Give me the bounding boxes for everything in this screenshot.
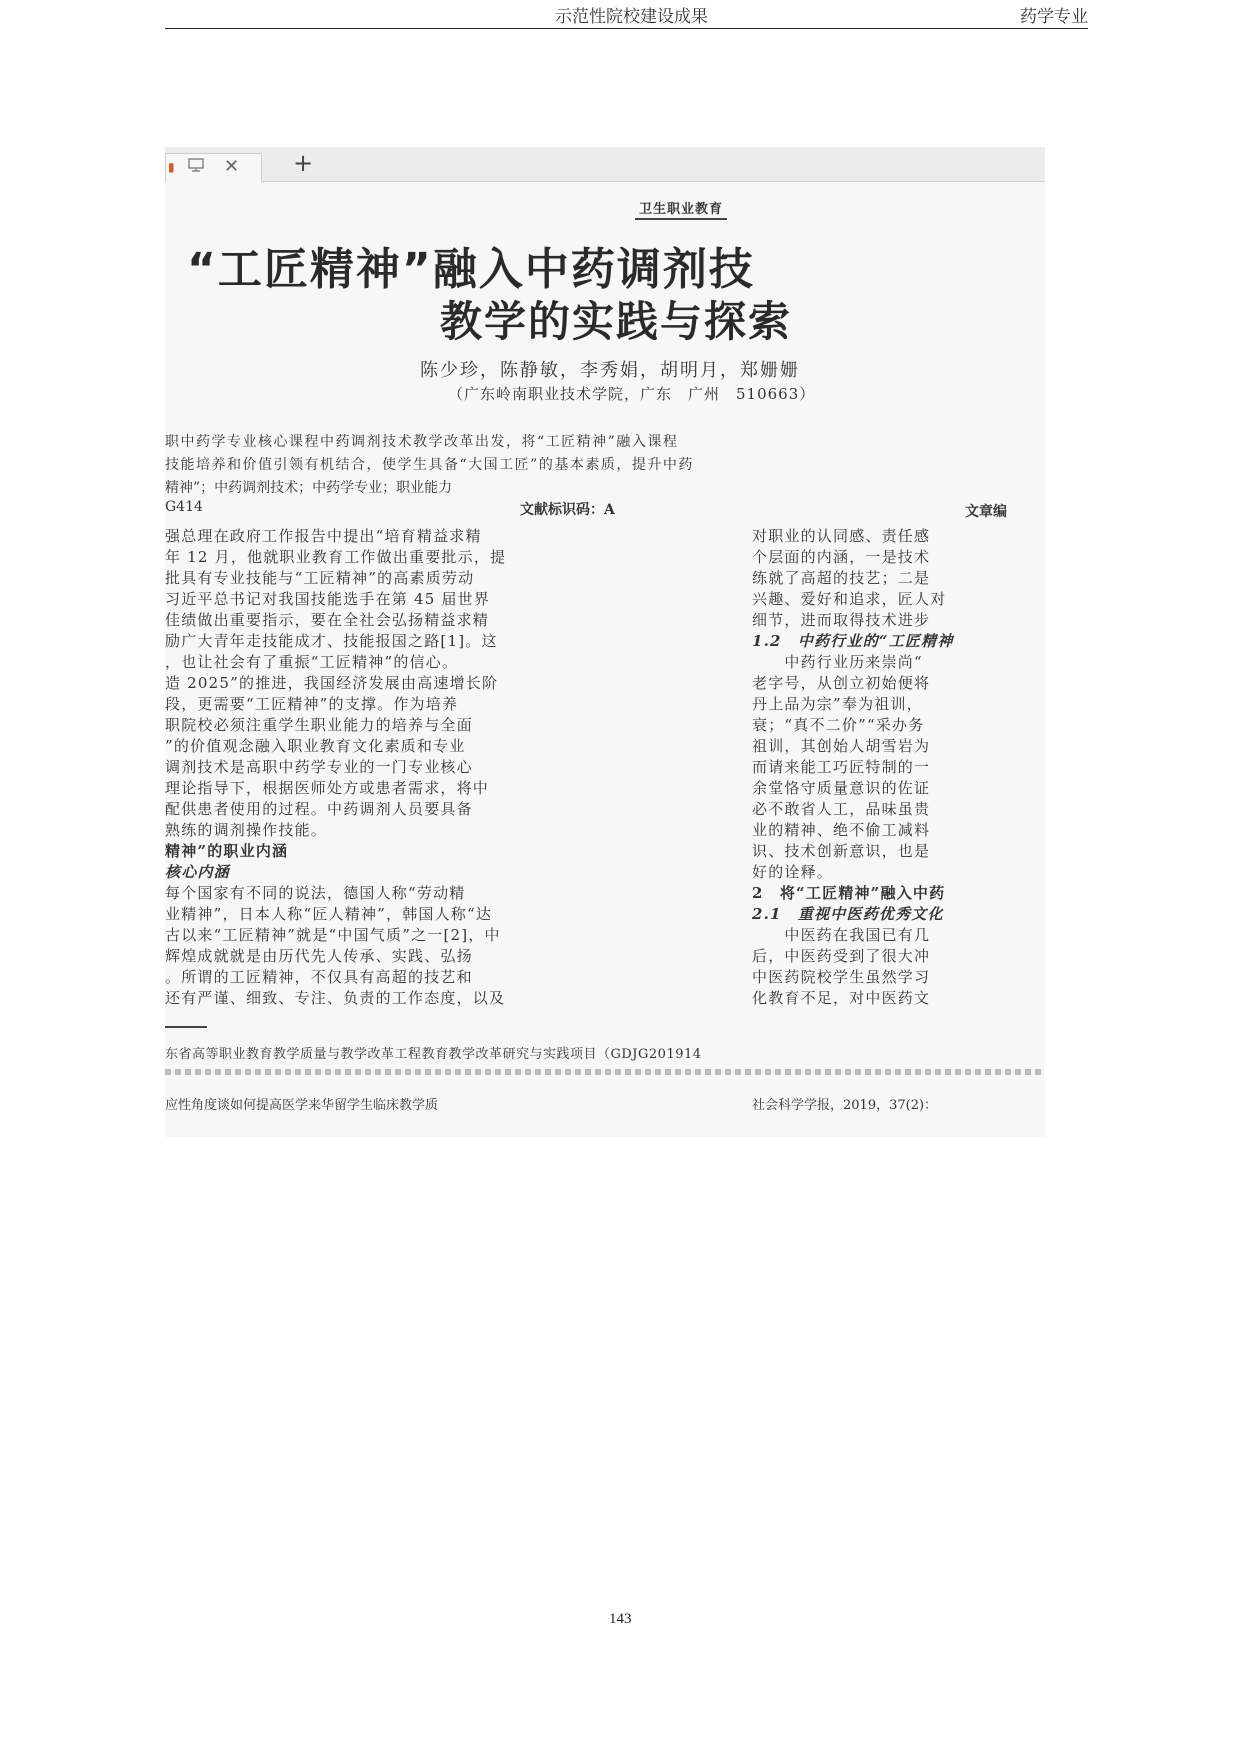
right-column bbox=[752, 526, 1045, 1009]
body-text-line: 每个国家有不同的说法，德国人称“劳动精 bbox=[165, 884, 466, 902]
article-page bbox=[165, 181, 1045, 1137]
body-text-line: 个层面的内涵，一是技术 bbox=[752, 548, 931, 566]
new-tab-icon[interactable]: + bbox=[293, 149, 314, 177]
pdf-icon: ▮ bbox=[168, 160, 175, 174]
page-number: 143 bbox=[609, 1611, 632, 1627]
browser-tab-bar bbox=[165, 147, 1045, 182]
body-text-line: 造 2025”的推进，我国经济发展由高速增长阶 bbox=[165, 674, 499, 692]
body-text-line: 好的诠释。 bbox=[752, 863, 834, 881]
body-text-line: 中医药院校学生虽然学习 bbox=[752, 968, 931, 986]
body-text-line: 老字号，从创立初始便将 bbox=[752, 674, 931, 692]
body-text-line: 精神”的职业内涵 bbox=[165, 842, 289, 860]
header-department: 药学专业 bbox=[1020, 7, 1088, 27]
body-text-line: 佳绩做出重要指示，要在全社会弘扬精益求精 bbox=[165, 611, 490, 629]
article-authors: 陈少珍，陈静敏，李秀娟，胡明月，郑姗姗 bbox=[420, 360, 800, 381]
header-title: 示范性院校建设成果 bbox=[555, 7, 708, 27]
body-text-line: 衰；“真不二价”“采办务 bbox=[752, 716, 925, 734]
body-text-line: 理论指导下，根据医师处方或患者需求，将中 bbox=[165, 779, 490, 797]
body-text-line: 2.1 重视中医药优秀文化 bbox=[752, 905, 944, 923]
body-text-line: 批具有专业技能与“工匠精神”的高素质劳动 bbox=[165, 569, 475, 587]
keywords-line-text: 精神”；中药调剂技术；中药学专业；职业能力 bbox=[165, 480, 453, 496]
body-text-line: 核心内涵 bbox=[165, 863, 230, 881]
body-text-line: 强总理在政府工作报告中提出“培育精益求精 bbox=[165, 527, 482, 545]
article-affiliation: （广东岭南职业技术学院，广东 广州 510663） bbox=[448, 385, 816, 403]
body-text-line: 细节，进而取得技术进步 bbox=[752, 611, 931, 629]
scanned-article-photo bbox=[165, 147, 1045, 1137]
body-text-line: 中医药在我国已有几 bbox=[752, 926, 931, 944]
body-text-line: 识、技术创新意识，也是 bbox=[752, 842, 931, 860]
body-text-line: 业的精神、绝不偷工减料 bbox=[752, 821, 931, 839]
body-text-line: 。所谓的工匠精神，不仅具有高超的技艺和 bbox=[165, 968, 473, 986]
body-text-line: 练就了高超的技艺；二是 bbox=[752, 569, 931, 587]
article-title-line1: “工匠精神”融入中药调剂技 bbox=[187, 244, 755, 295]
body-text-line: 习近平总书记对我国技能选手在第 45 届世界 bbox=[165, 590, 491, 608]
body-text-line: 2 将“工匠精神”融入中药 bbox=[752, 884, 946, 902]
reference-right: 社会科学学报，2019，37(2)： bbox=[752, 1098, 938, 1113]
body-text-line: 职院校必须注重学生职业能力的培养与全面 bbox=[165, 716, 473, 734]
body-text-line: 而请来能工巧匠特制的一 bbox=[752, 758, 931, 776]
body-text-line: 化教育不足，对中医药文 bbox=[752, 989, 931, 1007]
article-title-line2: 教学的实践与探索 bbox=[440, 297, 793, 346]
monitor-icon bbox=[188, 158, 204, 176]
body-text-line: 调剂技术是高职中药学专业的一门专业核心 bbox=[165, 758, 473, 776]
body-text-line: 必不敢省人工，品味虽贵 bbox=[752, 800, 931, 818]
body-text-line: 余堂恪守质量意识的佐证 bbox=[752, 779, 931, 797]
body-text-line: 兴趣、爱好和追求，匠人对 bbox=[752, 590, 947, 608]
abstract-line: 技能培养和价值引领有机结合，使学生具备“大国工匠”的基本素质，提升中药 bbox=[165, 457, 694, 473]
funding-footnote: 东省高等职业教育教学质量与教学改革工程教育教学改革研究与实践项目（GDJG201914 bbox=[165, 1047, 702, 1062]
body-text-line: 段，更需要“工匠精神”的支撑。作为培养 bbox=[165, 695, 459, 713]
body-text-line: 熟练的调剂操作技能。 bbox=[165, 821, 328, 839]
body-text-line: 古以来“工匠精神”就是“中国气质”之一[2]，中 bbox=[165, 926, 501, 944]
body-text-line: 中药行业历来崇尚“ bbox=[752, 653, 923, 671]
reference-left: 应性角度谈如何提高医学来华留学生临床教学质 bbox=[165, 1098, 439, 1113]
body-text-line: 还有严谨、细致、专注、负责的工作态度，以及 bbox=[165, 989, 506, 1007]
abstract-line: 职中药学专业核心课程中药调剂技术教学改革出发，将“工匠精神”融入课程 bbox=[165, 434, 679, 450]
body-text-line: 后，中医药受到了很大冲 bbox=[752, 947, 931, 965]
browser-tab[interactable] bbox=[165, 153, 262, 182]
body-text-line: 祖训，其创始人胡雪岩为 bbox=[752, 737, 931, 755]
body-text-line: 年 12 月，他就职业教育工作做出重要批示，提 bbox=[165, 548, 507, 566]
journal-section: 卫生职业教育 bbox=[635, 198, 727, 220]
clc-number: G414 bbox=[165, 499, 203, 515]
left-column bbox=[165, 526, 685, 1009]
body-text-line: 配供患者使用的过程。中药调剂人员要具备 bbox=[165, 800, 473, 818]
body-text-line: ”的价值观念融入职业教育文化素质和专业 bbox=[165, 737, 466, 755]
body-text-line: 1.2 中药行业的“工匠精神 bbox=[752, 632, 954, 650]
body-text-line: 丹上品为宗”奉为祖训， bbox=[752, 695, 923, 713]
body-text-line: 业精神”，日本人称“匠人精神”，韩国人称“达 bbox=[165, 905, 493, 923]
page-header bbox=[165, 0, 1088, 29]
close-tab-icon[interactable]: ✕ bbox=[224, 156, 240, 177]
footnote-rule bbox=[165, 1026, 207, 1028]
wavy-divider bbox=[165, 1069, 1045, 1075]
body-text-line: 励广大青年走技能成才、技能报国之路[1]。这 bbox=[165, 632, 498, 650]
body-text-line: ，也让社会有了重振“工匠精神”的信心。 bbox=[165, 653, 459, 671]
article-number: 文章编 bbox=[965, 504, 1007, 520]
document-code: 文献标识码：A bbox=[520, 502, 615, 518]
body-text-line: 对职业的认同感、责任感 bbox=[752, 527, 931, 545]
body-text-line: 辉煌成就就是由历代先人传承、实践、弘扬 bbox=[165, 947, 473, 965]
